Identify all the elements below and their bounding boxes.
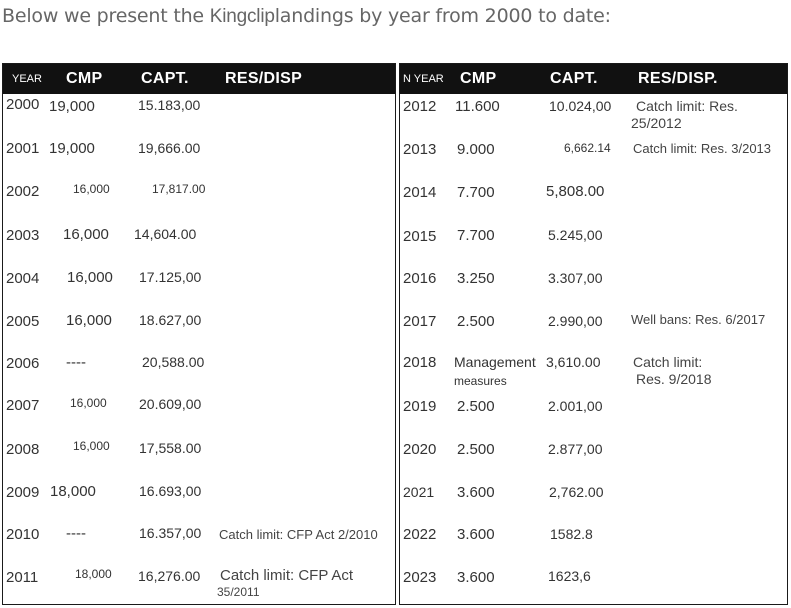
year-cell: 2007 (6, 397, 40, 414)
cmp-cell: 19,000 (49, 98, 95, 115)
table-row (400, 556, 787, 604)
table-row (400, 472, 787, 514)
header-res-disp: RES/DISP (225, 70, 303, 87)
year-cell: 2011 (6, 569, 39, 586)
cmp-cell: 2.500 (457, 313, 495, 330)
res-disp-cell: Catch limit: Res. (636, 98, 738, 114)
cmp-cell: Management (454, 354, 536, 370)
table-row (400, 136, 787, 178)
year-cell: 2022 (403, 526, 437, 543)
year-cell: 2018 (403, 354, 437, 371)
year-cell: 2002 (6, 183, 40, 200)
capt-cell: 2.877,00 (548, 441, 603, 457)
res-disp-cell: Catch limit: CFP Act 2/2010 (219, 527, 378, 542)
year-cell: 2017 (403, 313, 437, 330)
year-cell: 2006 (6, 355, 40, 372)
cmp-cell: 19,000 (49, 140, 95, 157)
year-cell: 2009 (6, 484, 40, 501)
capt-cell: 2.990,00 (548, 313, 603, 329)
cmp-cell: 16,000 (73, 439, 110, 453)
table-row (3, 346, 395, 388)
cmp-cell: 2.500 (457, 441, 495, 458)
table-row (400, 262, 787, 304)
res-disp-cell: Catch limit: Res. 3/2013 (633, 141, 772, 156)
capt-cell: 16.693,00 (139, 483, 202, 499)
cmp-cell: ---- (66, 525, 86, 542)
header-capt: CAPT. (141, 70, 189, 87)
table-row (400, 178, 787, 220)
capt-cell: 20.609,00 (139, 396, 202, 412)
table-row (400, 94, 787, 136)
year-cell: 2014 (403, 184, 437, 201)
cmp-cell: 16,000 (63, 226, 109, 243)
year-cell: 2003 (6, 227, 40, 244)
res-disp-cell-line2: 25/2012 (631, 115, 682, 131)
res-disp-cell-line2: 35/2011 (217, 585, 260, 599)
res-disp-cell-line2: Res. 9/2018 (636, 371, 712, 387)
landings-table-2012-2023 (399, 63, 788, 605)
table-header (400, 64, 787, 94)
table-row (3, 136, 395, 178)
capt-cell: 10.024,00 (549, 98, 612, 114)
year-cell: 2013 (403, 141, 437, 158)
cmp-cell: 16,000 (70, 396, 107, 410)
year-cell: 2001 (6, 140, 40, 157)
table-row (3, 388, 395, 430)
table-row (3, 430, 395, 472)
table-row (400, 304, 787, 346)
header-capt: CAPT. (550, 70, 598, 87)
heading-brand: Kingclip (209, 6, 275, 27)
capt-cell: 17.125,00 (139, 269, 202, 285)
capt-cell: 20,588.00 (142, 354, 205, 370)
capt-cell: 3,610.00 (546, 354, 601, 370)
table-row (3, 94, 395, 136)
cmp-cell: 2.500 (457, 398, 495, 415)
capt-cell: 6,662.14 (564, 141, 611, 155)
capt-cell: 2,762.00 (549, 484, 604, 500)
capt-cell: 14,604.00 (134, 226, 197, 242)
cmp-cell: 3.600 (457, 484, 495, 501)
cmp-cell: 16,000 (66, 312, 112, 329)
capt-cell: 18.627,00 (139, 312, 202, 328)
table-row (400, 388, 787, 430)
res-disp-cell: Well bans: Res. 6/2017 (631, 312, 766, 327)
capt-cell: 1623,6 (548, 568, 591, 584)
header-cmp: CMP (460, 70, 497, 87)
cmp-cell: 18,000 (50, 483, 96, 500)
header-cmp: CMP (66, 70, 103, 87)
capt-cell: 19,666.00 (138, 140, 201, 156)
cmp-cell: 16,000 (73, 182, 110, 196)
year-cell: 2023 (403, 569, 437, 586)
capt-cell: 16,276.00 (138, 568, 201, 584)
capt-cell: 17,558.00 (139, 440, 202, 456)
table-header (3, 64, 395, 94)
year-cell: 2020 (403, 441, 437, 458)
cmp-cell: 7.700 (457, 227, 495, 244)
table-row (3, 304, 395, 346)
landings-table-2000-2011 (2, 63, 396, 605)
year-cell: 2004 (6, 270, 40, 287)
capt-cell: 5.245,00 (548, 227, 603, 243)
heading-prefix: Below we present the (2, 5, 210, 27)
capt-cell: 5,808.00 (546, 183, 605, 200)
cmp-cell: 9.000 (457, 141, 495, 158)
cmp-cell: 3.600 (457, 526, 495, 543)
year-cell: 2019 (403, 398, 437, 415)
table-row (3, 220, 395, 262)
cmp-cell: 3.600 (457, 569, 495, 586)
header-year: N YEAR (403, 73, 444, 85)
table-row (3, 262, 395, 304)
table-row (3, 178, 395, 220)
table-row (3, 556, 395, 604)
year-cell: 2010 (6, 526, 40, 543)
year-cell: 2008 (6, 441, 40, 458)
capt-cell: 16.357,00 (139, 525, 202, 541)
heading-suffix: landings by year from 2000 to date: (274, 5, 611, 27)
table-row (400, 346, 787, 388)
intro-heading (2, 5, 611, 28)
cmp-cell: 7.700 (457, 184, 495, 201)
cmp-cell: 16,000 (67, 269, 113, 286)
year-cell: 2005 (6, 313, 40, 330)
cmp-cell: 3.250 (457, 270, 495, 287)
res-disp-cell: Catch limit: CFP Act (220, 567, 354, 584)
table-row (3, 472, 395, 514)
table-row (400, 220, 787, 262)
header-res-disp: RES/DISP. (638, 70, 718, 87)
cmp-cell: ---- (66, 354, 86, 371)
year-cell: 2016 (403, 270, 437, 287)
year-cell: 2012 (403, 98, 437, 115)
capt-cell: 15.183,00 (138, 97, 201, 113)
res-disp-cell: Catch limit: (633, 354, 703, 370)
capt-cell: 2.001,00 (548, 398, 603, 414)
table-row (400, 430, 787, 472)
capt-cell: 1582.8 (550, 526, 593, 542)
year-cell: 2021 (403, 484, 435, 500)
cmp-cell: 11.600 (455, 98, 500, 115)
table-row (400, 514, 787, 556)
cmp-cell-line2: measures (454, 374, 507, 388)
table-row (3, 514, 395, 556)
year-cell: 2000 (6, 96, 40, 113)
header-year: YEAR (12, 73, 42, 85)
year-cell: 2015 (403, 228, 437, 245)
cmp-cell: 18,000 (75, 567, 112, 581)
capt-cell: 3.307,00 (548, 270, 603, 286)
capt-cell: 17,817.00 (152, 182, 206, 196)
